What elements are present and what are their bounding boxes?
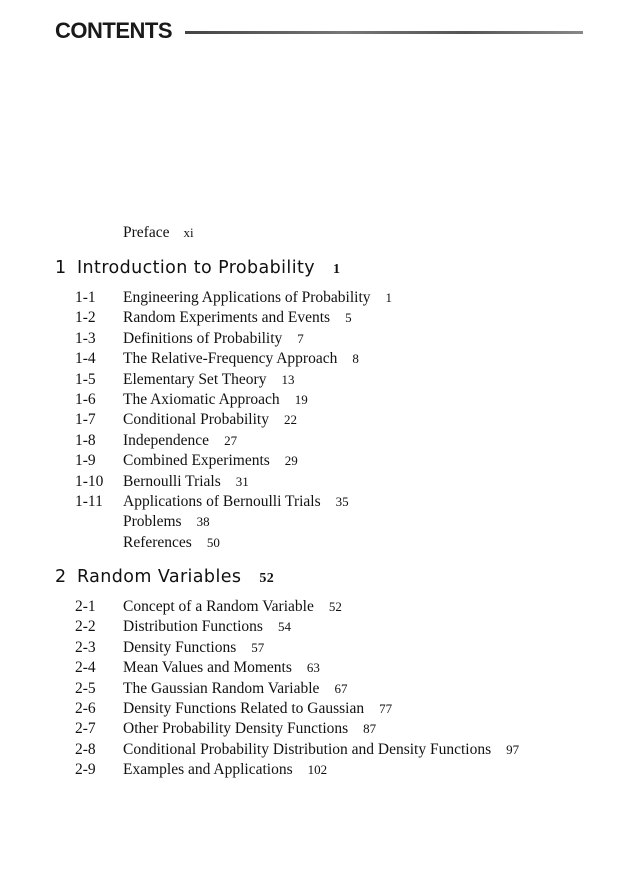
entry-page: 1: [385, 290, 393, 305]
entry-page: 77: [379, 701, 393, 716]
entry-page: 57: [251, 639, 265, 655]
entry-title: Preface: [123, 224, 170, 241]
entry-title-wrap: [123, 411, 297, 429]
entry-title: Density Functions Related to Gaussian: [123, 700, 365, 717]
entry-title-wrap: [123, 513, 210, 531]
entry-page: 31: [235, 473, 249, 489]
entry-title: Problems: [123, 513, 182, 531]
section-number: 2-8: [75, 740, 96, 758]
entry-page: 97: [506, 741, 520, 757]
entry-title-wrap: [123, 289, 392, 307]
section-number: 1-4: [75, 350, 96, 368]
entry-title: Engineering Applications of Probability: [123, 289, 371, 306]
section-number: 1-5: [75, 370, 96, 388]
entry-title-wrap: [123, 473, 249, 491]
entry-title: Density Functions: [123, 638, 237, 656]
section-number: 2-5: [75, 679, 96, 697]
section-number: 2-4: [75, 659, 96, 677]
entry-title: References: [123, 533, 192, 551]
section-number: 1-6: [75, 391, 96, 408]
entry-page: 67: [334, 680, 348, 696]
entry-title: The Axiomatic Approach: [123, 391, 280, 408]
chapter-page: 52: [259, 571, 275, 586]
entry-title: The Relative-Frequency Approach: [123, 350, 338, 368]
section-number: 1-3: [75, 329, 96, 347]
section-number: 2-1: [75, 598, 96, 615]
entry-page: 87: [363, 721, 377, 737]
entry-title: Concept of a Random Variable: [123, 598, 314, 615]
entry-page: 22: [283, 412, 297, 428]
chapter-heading[interactable]: [55, 567, 274, 587]
entry-page: 35: [335, 494, 349, 509]
entry-title-wrap: [123, 720, 376, 738]
entry-title: The Gaussian Random Variable: [123, 679, 320, 697]
entry-title: Elementary Set Theory: [123, 370, 267, 388]
entry-title: Independence: [123, 431, 210, 449]
page-title: CONTENTS: [55, 18, 172, 43]
entry-title-wrap: [123, 432, 237, 450]
section-number: 1-2: [75, 309, 96, 327]
entry-page: xi: [183, 225, 194, 240]
section-number: 1-10: [75, 472, 104, 490]
entry-title: Conditional Probability: [123, 411, 269, 429]
entry-page: 19: [294, 392, 308, 407]
entry-title: Other Probability Density Functions: [123, 720, 349, 738]
chapter-title: Random Variables: [77, 567, 242, 587]
entry-title: Random Experiments and Events: [123, 309, 331, 327]
entry-page: 38: [196, 514, 210, 530]
entry-page: 27: [224, 432, 238, 448]
section-number: 1-1: [75, 289, 96, 306]
entry-title-wrap: [123, 493, 349, 511]
section-number: 1-11: [75, 493, 103, 510]
entry-title-wrap: [123, 659, 320, 677]
entry-title: Definitions of Probability: [123, 329, 283, 347]
entry-title: Examples and Applications: [123, 761, 293, 779]
entry-title: Applications of Bernoulli Trials: [123, 493, 321, 510]
chapter-page: 1: [332, 262, 341, 277]
section-number: 2-6: [75, 700, 96, 717]
section-number: 1-7: [75, 411, 96, 429]
entry-page: 7: [297, 330, 304, 346]
header-rule: [185, 31, 583, 34]
chapter-title: Introduction to Probability: [77, 258, 315, 278]
entry-page: 52: [328, 599, 342, 614]
entry-title: Conditional Probability Distribution and Density Functions: [123, 740, 492, 758]
toc-entry-preface[interactable]: [123, 224, 194, 242]
entry-title-wrap: [123, 618, 291, 636]
entry-title-wrap: [123, 598, 342, 616]
entry-title-wrap: [123, 700, 392, 718]
entry-title: Distribution Functions: [123, 618, 263, 636]
section-number: 2-9: [75, 761, 96, 779]
entry-title-wrap: [123, 534, 220, 552]
chapter-number: 1: [55, 258, 67, 278]
entry-title-wrap: [123, 741, 519, 759]
entry-title-wrap: [123, 391, 308, 409]
section-number: 2-2: [75, 618, 96, 636]
entry-page: 102: [307, 762, 328, 778]
contents-header: [55, 18, 585, 46]
entry-title-wrap: [123, 309, 352, 327]
entry-page: 54: [277, 619, 291, 635]
chapter-heading[interactable]: [55, 258, 340, 278]
entry-page: 29: [284, 453, 298, 469]
section-number: 1-9: [75, 452, 96, 470]
chapter-number: 2: [55, 567, 67, 587]
entry-title-wrap: [123, 371, 294, 389]
section-number: 2-3: [75, 638, 96, 656]
section-number: 1-8: [75, 431, 96, 449]
entry-page: 63: [306, 660, 320, 676]
section-number: 2-7: [75, 720, 96, 738]
entry-title-wrap: [123, 330, 304, 348]
entry-page: 8: [352, 351, 359, 367]
entry-title: Bernoulli Trials: [123, 472, 221, 490]
entry-title-wrap: [123, 680, 347, 698]
entry-title: Mean Values and Moments: [123, 659, 292, 677]
entry-title: Combined Experiments: [123, 452, 270, 470]
entry-title-wrap: [123, 639, 264, 657]
entry-page: 5: [345, 310, 352, 326]
entry-page: 13: [281, 371, 295, 387]
entry-title-wrap: [123, 761, 327, 779]
entry-page: 50: [206, 534, 220, 550]
entry-title-wrap: [123, 350, 359, 368]
entry-title-wrap: [123, 452, 298, 470]
